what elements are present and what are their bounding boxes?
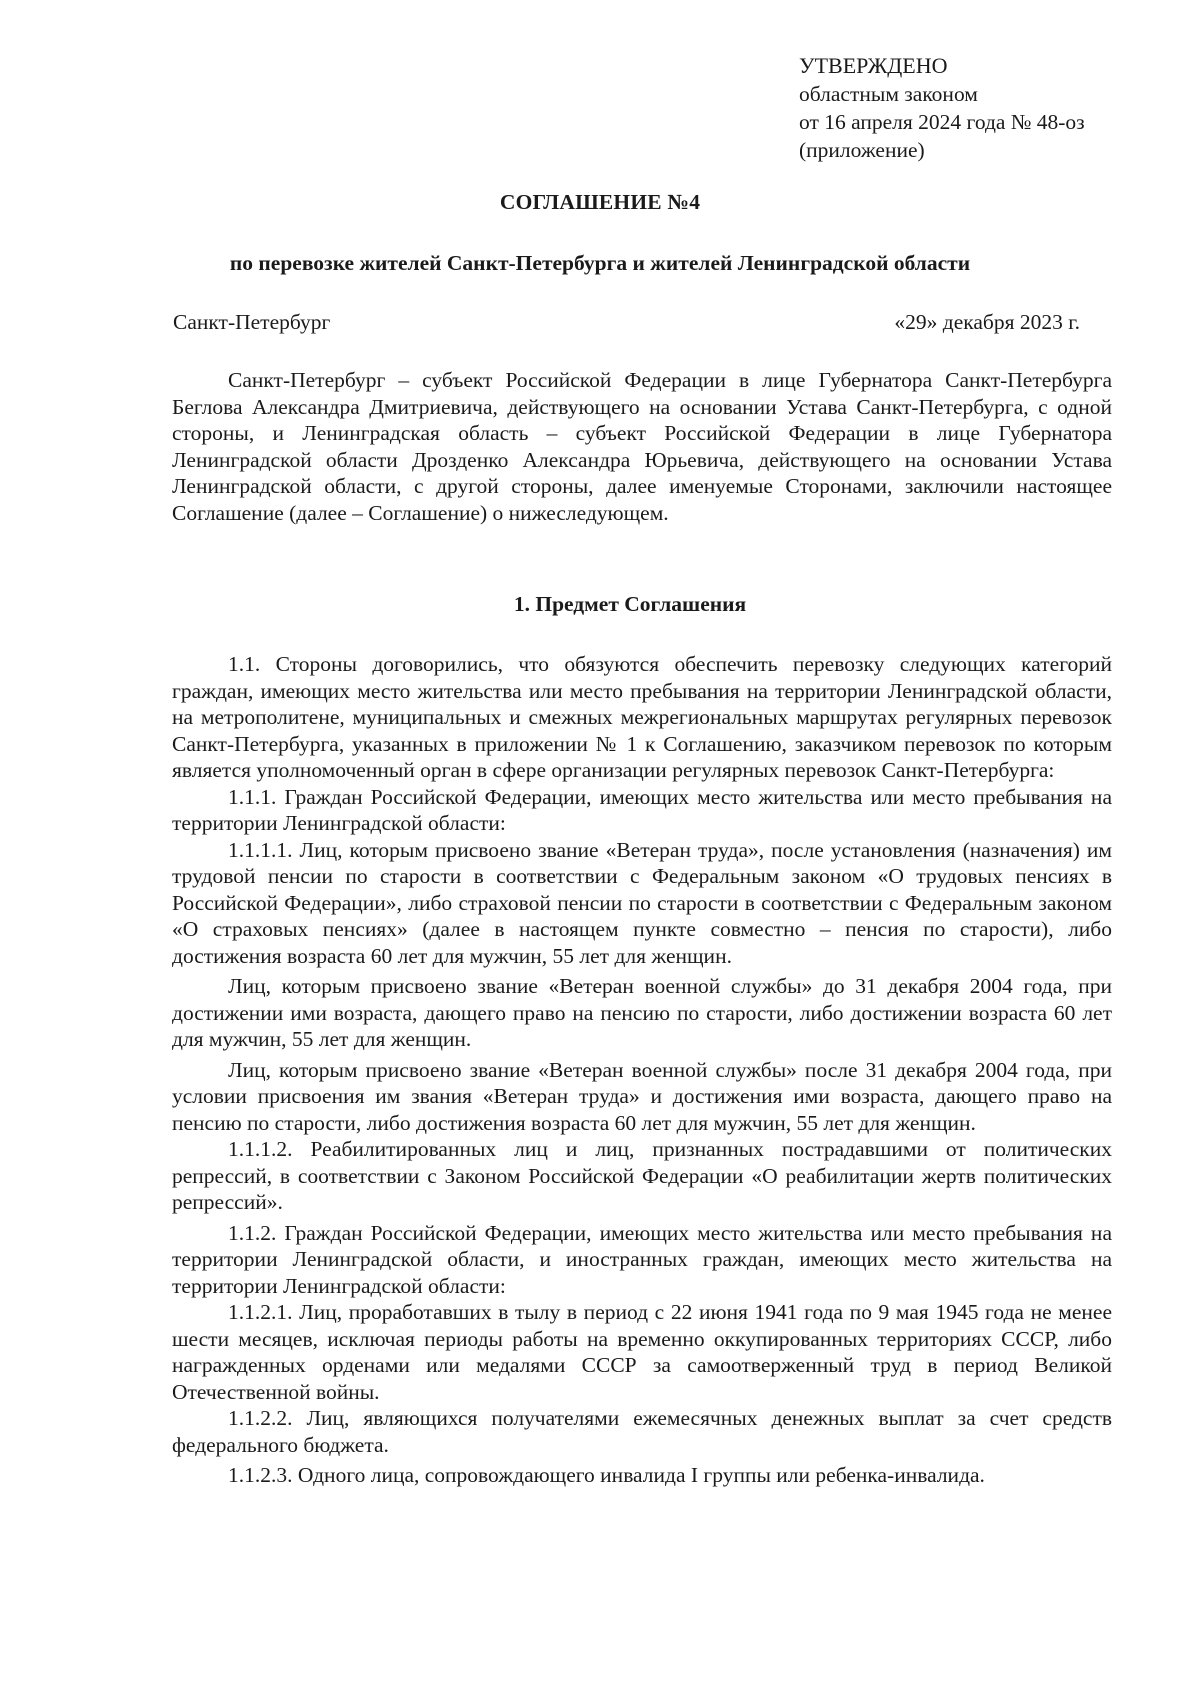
approval-stamp xyxy=(799,52,1085,164)
paragraph-1-1-2-3: 1.1.2.3. Одного лица, сопровождающего инвалида I группы или ребенка-инвалида. xyxy=(228,1463,985,1487)
preamble xyxy=(172,367,1112,526)
preamble-text: Санкт-Петербург – субъект Российской Федерации в лице Губернатора Санкт-Петербурга Беглова Александра Дмитриевича, действующего на основании Устава Санкт-Петербурга, с одной стороны, и Ленинградская область – субъект Российской Федерации в лице Губернатора Ленинградской области Дрозденко Александра Юрьевича, действующего на основании Устава Ленинградской области, с другой стороны, далее именуемые Сторонами, заключили настоящее Соглашение (далее – Соглашение) о нижеследующем. xyxy=(172,368,1112,525)
section-heading xyxy=(0,592,1200,617)
paragraph-1-1-2-1: 1.1.2.1. Лиц, проработавших в тылу в период с 22 июня 1941 года по 9 мая 1945 года не менее шести месяцев, исключая периоды работы на временно оккупированных территориях СССР, либо награжденных орденами или медалями СССР за самоотверженный труд в период Великой Отечественной войны. xyxy=(172,1300,1112,1404)
signing-date: «29» декабря 2023 г. xyxy=(894,310,1080,334)
paragraph-1-1-1-1: 1.1.1.1. Лиц, которым присвоено звание «Ветеран труда», после установления (назначения) им трудовой пенсии по старости в соответствии с Федеральным законом «О трудовых пенсиях в Российской Федерации», либо страховой пенсии по старости в соответствии с Федеральным законом «О страховых пенсиях» (далее в настоящем пункте совместно – пенсия по старости), либо достижения возраста 60 лет для мужчин, 55 лет для женщин. xyxy=(172,837,1112,968)
paragraph-1-1-1: 1.1.1. Граждан Российской Федерации, имеющих место жительства или место пребывания на территории Ленинградской области: xyxy=(172,784,1112,835)
approval-line-appendix: (приложение) xyxy=(799,138,925,162)
approval-line-law: областным законом xyxy=(799,82,978,106)
document-subtitle: по перевозке жителей Санкт-Петербурга и жителей Ленинградской области xyxy=(229,251,971,275)
paragraph-military-veteran-before-2004: Лиц, которым присвоено звание «Ветеран военной службы» до 31 декабря 2004 года, при достижении ими возраста, дающего право на пенсию по старости, либо достижении возраста 60 лет для мужчин, 55 лет для женщин. xyxy=(172,974,1112,1051)
paragraph-military-veteran-after-2004: Лиц, которым присвоено звание «Ветеран военной службы» после 31 декабря 2004 года, при условии присвоения им звания «Ветеран труда» и достижения ими возраста, дающего право на пенсию по старости, либо достижения возраста 60 лет для мужчин, 55 лет для женщин. xyxy=(172,1057,1112,1135)
section-1-body xyxy=(172,647,1112,1489)
section-1-title: 1. Предмет Соглашения xyxy=(513,592,747,616)
approval-line-date: от 16 апреля 2024 года № 48-оз xyxy=(799,110,1085,134)
paragraph-1-1-2-2: 1.1.2.2. Лиц, являющихся получателями ежемесячных денежных выплат за счет средств федерального бюджета. xyxy=(172,1406,1112,1457)
document-title: СОГЛАШЕНИЕ №4 xyxy=(499,190,701,214)
paragraph-1-1-2: 1.1.2. Граждан Российской Федерации, имеющих место жительства или место пребывания на территории Ленинградской области, и иностранных граждан, имеющих место жительства на территории Ленинградской области: xyxy=(172,1220,1112,1298)
approval-line-approved: УТВЕРЖДЕНО xyxy=(799,53,948,78)
signing-place: Санкт-Петербург xyxy=(173,310,331,334)
paragraph-1-1: 1.1. Стороны договорились, что обязуются обеспечить перевозку следующих категорий граждан, имеющих место жительства или место пребывания на территории Ленинградской области, на метрополитене, муниципальных и смежных межрегиональных маршрутах регулярных перевозок Санкт-Петербурга, указанных в приложении № 1 к Соглашению, заказчиком перевозок по которым является уполномоченный орган в сфере организации регулярных перевозок Санкт-Петербурга: xyxy=(172,652,1112,782)
paragraph-1-1-1-2: 1.1.1.2. Реабилитированных лиц и лиц, признанных пострадавшими от политических репрессий, в соответствии с Законом Российской Федерации «О реабилитации жертв политических репрессий». xyxy=(172,1137,1112,1214)
